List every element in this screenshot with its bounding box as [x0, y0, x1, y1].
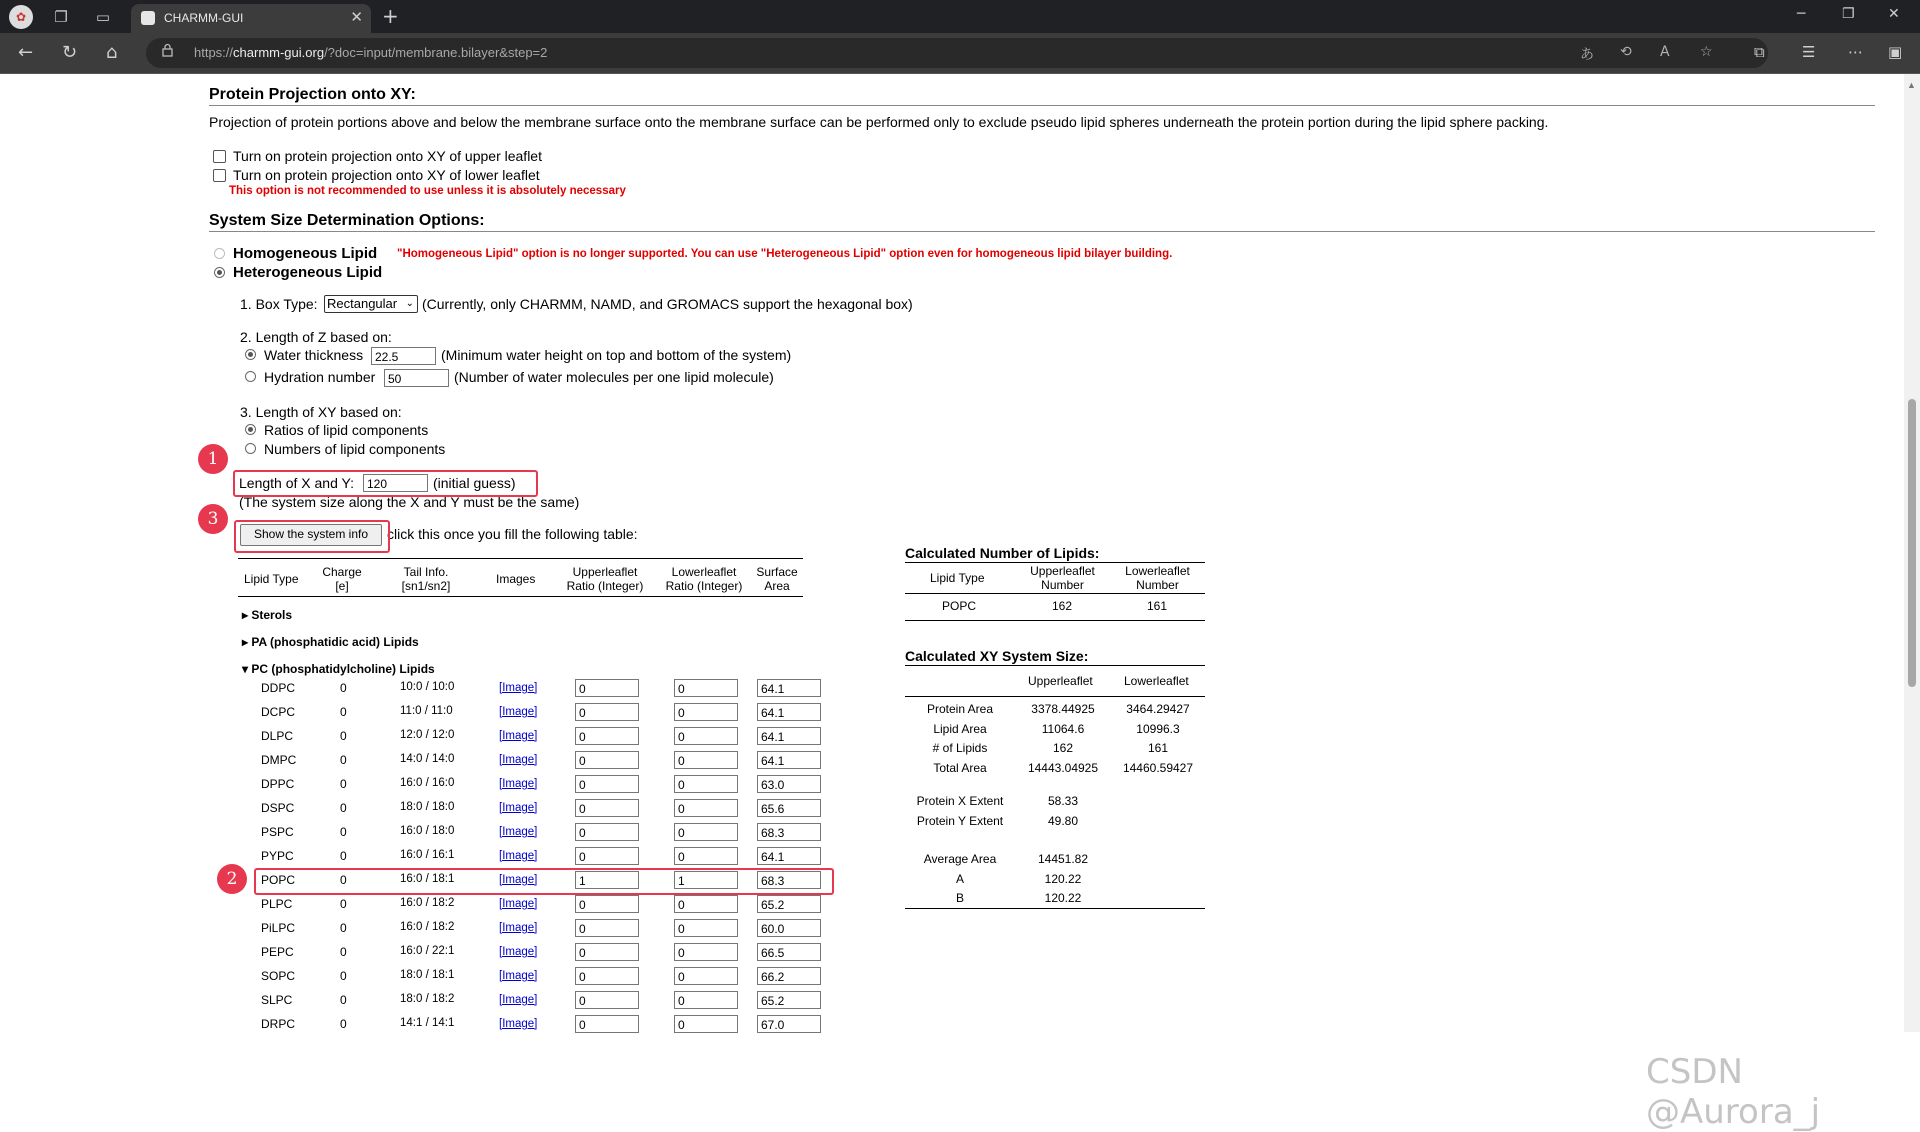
- minimize-icon[interactable]: ─: [1797, 6, 1806, 22]
- lipid-tail-info: 16:0 / 16:1: [400, 849, 455, 861]
- box-type-select[interactable]: Rectangular ⌄: [324, 295, 418, 313]
- xy-same-note: (The system size along the X and Y must be the same): [239, 494, 580, 510]
- lipid-image-link[interactable]: [Image]: [499, 706, 538, 718]
- xy-row-lower: 3464.29427: [1126, 702, 1190, 716]
- group-pa-lipids[interactable]: ▸ PA (phosphatidic acid) Lipids: [242, 635, 419, 649]
- xy-length-label: Length of X and Y:: [239, 475, 354, 491]
- surface-area-input[interactable]: 64.1: [757, 679, 821, 697]
- favorites-icon[interactable]: ☰: [1802, 43, 1816, 61]
- col-tail-info: Tail Info. [sn1/sn2]: [401, 565, 451, 593]
- lipid-tail-info: 16:0 / 18:2: [400, 921, 455, 933]
- box-type-label: 1. Box Type:: [240, 296, 318, 312]
- triangle-right-icon: ▸: [242, 635, 249, 649]
- close-tab-icon[interactable]: ✕: [350, 8, 363, 26]
- lipid-image-link[interactable]: [Image]: [499, 778, 538, 790]
- lipid-charge: 0: [340, 825, 347, 839]
- lipid-tail-info: 16:0 / 16:0: [400, 777, 455, 789]
- lipid-tail-info: 16:0 / 22:1: [400, 945, 455, 957]
- xy-row-lower: 10996.3: [1136, 721, 1180, 736]
- hydration-note: (Number of water molecules per one lipid molecule): [454, 369, 774, 385]
- xy-length-note: (initial guess): [433, 475, 516, 491]
- lipid-tail-info: 14:0 / 14:0: [400, 753, 455, 765]
- calc-xy-col-lower: Lowerleaflet: [1124, 674, 1189, 688]
- upper-ratio-input[interactable]: 0: [575, 919, 639, 937]
- annotation-box-xy-length: [233, 470, 538, 497]
- lipid-tail-info: 18:0 / 18:1: [400, 969, 455, 981]
- surface-area-input[interactable]: 64.1: [757, 727, 821, 745]
- upper-ratio-input[interactable]: 0: [575, 991, 639, 1009]
- xy-length-input[interactable]: 120: [363, 474, 428, 492]
- ratios-radio[interactable]: [245, 424, 256, 435]
- translate-icon[interactable]: あ: [1580, 47, 1594, 63]
- lipid-tail-info: 16:0 / 18:1: [400, 873, 455, 885]
- lower-ratio-input[interactable]: 0: [674, 895, 738, 913]
- lipid-name: DDPC: [261, 681, 296, 695]
- upper-ratio-input[interactable]: 0: [575, 751, 639, 769]
- lipid-tail-info: 11:0 / 11:0: [400, 705, 453, 717]
- calc-col-type: Lipid Type: [930, 571, 985, 585]
- lower-projection-label: Turn on protein projection onto XY of lower leaflet: [233, 167, 540, 183]
- lipid-image-link[interactable]: [Image]: [499, 946, 538, 958]
- lower-ratio-input[interactable]: 0: [674, 991, 738, 1009]
- show-system-info-button[interactable]: Show the system info: [240, 524, 382, 546]
- home-icon[interactable]: ⌂: [106, 42, 118, 63]
- calc-lipids-top-rule: [905, 562, 1205, 563]
- upper-ratio-input[interactable]: 0: [575, 703, 639, 721]
- lower-ratio-input[interactable]: 0: [674, 943, 738, 961]
- average-value: 120.22: [1044, 891, 1082, 905]
- xy-row-lower: 161: [1147, 741, 1169, 755]
- extent-label: Protein Y Extent: [916, 813, 1004, 828]
- projection-heading: Protein Projection onto XY:: [209, 86, 416, 103]
- lipid-charge: 0: [340, 705, 347, 719]
- col-upper-ratio: Upperleaflet Ratio (Integer): [566, 565, 644, 593]
- lipid-tail-info: 18:0 / 18:2: [400, 993, 455, 1005]
- extent-label: Protein X Extent: [916, 794, 1004, 808]
- group-sterols[interactable]: ▸ Sterols: [242, 608, 293, 622]
- surface-area-input[interactable]: 64.1: [757, 751, 821, 769]
- homogeneous-note: "Homogeneous Lipid" option is no longer supported. You can use "Heterogeneous Lipid" option even for homogeneous lipid bilayer building.: [397, 248, 1173, 260]
- lower-ratio-input[interactable]: 0: [674, 751, 738, 769]
- surface-area-input[interactable]: 60.0: [757, 919, 821, 937]
- divider: [209, 231, 1875, 232]
- lower-ratio-input[interactable]: 0: [674, 727, 738, 745]
- z-length-label: 2. Length of Z based on:: [240, 329, 392, 345]
- calc-lipids-header-rule: [905, 593, 1205, 594]
- xy-row-upper: 14443.04925: [1027, 760, 1099, 775]
- lipid-name: DMPC: [261, 753, 297, 767]
- lipid-image-link[interactable]: [Image]: [499, 970, 538, 982]
- triangle-right-icon: ▸: [242, 608, 249, 622]
- address-bar[interactable]: [146, 38, 1768, 68]
- lipid-name: DSPC: [261, 801, 295, 815]
- average-label: B: [955, 891, 964, 905]
- lipid-image-link[interactable]: [Image]: [499, 1018, 538, 1030]
- calc-xy-heading: Calculated XY System Size:: [905, 648, 1089, 664]
- lipid-charge: 0: [340, 777, 347, 791]
- xy-row-upper: 162: [1052, 741, 1074, 755]
- average-label: Average Area: [923, 852, 997, 866]
- lipid-image-link[interactable]: [Image]: [499, 922, 538, 934]
- upper-ratio-input[interactable]: 0: [575, 1015, 639, 1033]
- xy-row-label: Lipid Area: [933, 721, 987, 736]
- extent-value: 49.80: [1047, 813, 1079, 828]
- lower-ratio-input[interactable]: 0: [674, 775, 738, 793]
- lipid-tail-info: 14:1 / 14:1: [400, 1017, 455, 1029]
- back-icon[interactable]: ←: [18, 42, 34, 63]
- page-viewport: [0, 74, 1904, 1132]
- lower-ratio-input[interactable]: 0: [674, 703, 738, 721]
- lipid-image-link[interactable]: [Image]: [499, 754, 538, 766]
- calc-row-upper: 162: [1052, 599, 1073, 613]
- numbers-radio[interactable]: [245, 443, 256, 454]
- surface-area-input[interactable]: 65.6: [757, 799, 821, 817]
- upper-ratio-input[interactable]: 0: [575, 943, 639, 961]
- surface-area-input[interactable]: 68.3: [757, 871, 821, 889]
- lower-ratio-input[interactable]: 0: [674, 967, 738, 985]
- scroll-thumb[interactable]: [1908, 399, 1916, 687]
- triangle-down-icon: ▾: [242, 662, 249, 676]
- lower-ratio-input[interactable]: 0: [674, 1015, 738, 1033]
- tracking-icon[interactable]: ⟲: [1620, 44, 1632, 60]
- projection-description: Projection of protein portions above and below the membrane surface onto the membrane surface can be performed only to exclude pseudo lipid spheres underneath the protein portion during the lipid sphere packing.: [209, 114, 1549, 130]
- surface-area-input[interactable]: 65.2: [757, 895, 821, 913]
- annotation-badge-1: 1: [198, 444, 228, 474]
- table-top-rule: [238, 558, 803, 559]
- favorite-star-icon[interactable]: ☆: [1700, 44, 1713, 60]
- lipid-name: PLPC: [261, 897, 293, 911]
- lipid-charge: 0: [340, 753, 347, 767]
- annotation-badge-2: 2: [217, 864, 247, 894]
- upper-ratio-input[interactable]: 0: [575, 799, 639, 817]
- lipid-name: PSPC: [261, 825, 294, 839]
- lipid-tail-info: 16:0 / 18:2: [400, 897, 455, 909]
- charmm-favicon-icon: [141, 11, 155, 25]
- lock-icon: [162, 44, 173, 56]
- surface-area-input[interactable]: 66.5: [757, 943, 821, 961]
- refresh-icon[interactable]: ↻: [62, 42, 78, 63]
- lipid-name: DPPC: [261, 777, 295, 791]
- col-lower-ratio: Lowerleaflet Ratio (Integer): [665, 565, 743, 593]
- scroll-up-arrow-icon[interactable]: ▲: [1907, 80, 1916, 90]
- new-tab-icon[interactable]: +: [382, 4, 399, 28]
- lipid-tail-info: 12:0 / 12:0: [400, 729, 455, 741]
- divider: [209, 105, 1875, 106]
- lower-ratio-input[interactable]: 0: [674, 823, 738, 841]
- lipid-name: DCPC: [261, 705, 296, 719]
- upper-projection-checkbox[interactable]: [213, 150, 226, 163]
- system-size-heading: System Size Determination Options:: [209, 212, 485, 229]
- hydration-input[interactable]: 50: [384, 369, 449, 387]
- homogeneous-label: Homogeneous Lipid: [233, 245, 378, 262]
- lipid-charge: 0: [340, 801, 347, 815]
- col-images: Images: [496, 572, 536, 586]
- surface-area-input[interactable]: 64.1: [757, 847, 821, 865]
- lipid-charge: 0: [340, 993, 347, 1007]
- lipid-charge: 0: [340, 873, 347, 887]
- lipid-name: SLPC: [261, 993, 293, 1007]
- lipid-image-link[interactable]: [Image]: [499, 730, 538, 742]
- watermark: CSDN @Aurora_j: [1646, 1052, 1821, 1132]
- calc-xy-col-upper: Upperleaflet: [1028, 674, 1093, 688]
- annotation-box-show-info: [234, 520, 390, 553]
- lipid-charge: 0: [340, 897, 347, 911]
- numbers-label: Numbers of lipid components: [264, 441, 446, 457]
- lipid-tail-info: 18:0 / 18:0: [400, 801, 455, 813]
- xy-row-label: Protein Area: [926, 702, 994, 716]
- xy-row-upper: 3378.44925: [1031, 702, 1095, 716]
- calc-col-upper: Upperleaflet Number: [1030, 564, 1095, 592]
- lipid-name: PiLPC: [261, 921, 296, 935]
- water-thickness-label: Water thickness: [264, 347, 364, 363]
- calc-xy-header-rule: [905, 696, 1205, 697]
- lipid-image-link[interactable]: [Image]: [499, 898, 538, 910]
- upper-ratio-input[interactable]: 0: [575, 727, 639, 745]
- lipid-tail-info: 16:0 / 18:0: [400, 825, 455, 837]
- browser-titlebar: [0, 0, 1920, 33]
- lipid-charge: 0: [340, 849, 347, 863]
- lipid-image-link[interactable]: [Image]: [499, 682, 538, 694]
- calc-xy-bottom-rule: [905, 908, 1205, 909]
- lipid-image-link[interactable]: [Image]: [499, 874, 538, 886]
- upper-ratio-input[interactable]: 0: [575, 679, 639, 697]
- lipid-charge: 0: [340, 681, 347, 695]
- upper-ratio-input[interactable]: 0: [575, 775, 639, 793]
- lipid-image-link[interactable]: [Image]: [499, 826, 538, 838]
- lower-projection-checkbox[interactable]: [213, 169, 226, 182]
- upper-projection-label: Turn on protein projection onto XY of upper leaflet: [233, 148, 542, 164]
- col-surface-area: Surface Area: [756, 565, 798, 593]
- col-lipid-type: Lipid Type: [244, 572, 299, 586]
- calc-xy-top-rule: [905, 665, 1205, 666]
- chevron-down-icon: ⌄: [405, 298, 414, 309]
- upper-ratio-input[interactable]: 0: [575, 895, 639, 913]
- col-charge: Charge [e]: [322, 565, 362, 593]
- lipid-image-link[interactable]: [Image]: [499, 802, 538, 814]
- lipid-name: SOPC: [261, 969, 296, 983]
- lower-ratio-input[interactable]: 0: [674, 847, 738, 865]
- xy-row-label: # of Lipids: [932, 741, 988, 755]
- lower-ratio-input[interactable]: 0: [674, 799, 738, 817]
- average-value: 14451.82: [1037, 852, 1089, 866]
- lipid-name: DRPC: [261, 1017, 296, 1031]
- lipid-image-link[interactable]: [Image]: [499, 994, 538, 1006]
- lipid-charge: 0: [340, 969, 347, 983]
- extensions-icon[interactable]: ⧉: [1754, 43, 1765, 61]
- average-label: A: [955, 871, 964, 886]
- show-system-info-note: click this once you fill the following table:: [387, 526, 638, 542]
- surface-area-input[interactable]: 68.3: [757, 823, 821, 841]
- calc-row-type: POPC: [942, 599, 977, 613]
- sidebar-icon[interactable]: ▣: [1888, 43, 1903, 61]
- upper-ratio-input[interactable]: 1: [575, 871, 639, 889]
- tab-charmm-gui[interactable]: [131, 4, 371, 33]
- lipid-name: PEPC: [261, 945, 294, 959]
- surface-area-input[interactable]: 65.2: [757, 991, 821, 1009]
- read-aloud-icon[interactable]: A: [1660, 44, 1670, 60]
- tab-actions-icon[interactable]: ▭: [95, 8, 111, 26]
- calc-lipids-heading: Calculated Number of Lipids:: [905, 545, 1100, 561]
- xy-row-label: Total Area: [933, 760, 987, 775]
- lipid-name: PYPC: [261, 849, 294, 863]
- surface-area-input[interactable]: 66.2: [757, 967, 821, 985]
- xy-length-heading: 3. Length of XY based on:: [240, 404, 402, 420]
- upper-ratio-input[interactable]: 0: [575, 823, 639, 841]
- calc-row-lower: 161: [1147, 599, 1168, 613]
- xy-row-upper: 11064.6: [1041, 721, 1085, 736]
- average-value: 120.22: [1044, 871, 1082, 886]
- lipid-charge: 0: [340, 945, 347, 959]
- lipid-image-link[interactable]: [Image]: [499, 850, 538, 862]
- ratios-label: Ratios of lipid components: [264, 422, 429, 438]
- annotation-badge-3: 3: [198, 504, 228, 534]
- surface-area-input[interactable]: 64.1: [757, 703, 821, 721]
- water-thickness-input[interactable]: 22.5: [371, 347, 436, 365]
- lipid-charge: 0: [340, 921, 347, 935]
- calc-lipids-bottom-rule: [905, 620, 1205, 621]
- surface-area-input[interactable]: 67.0: [757, 1015, 821, 1033]
- lipid-tail-info: 10:0 / 10:0: [400, 681, 455, 693]
- lower-ratio-input[interactable]: 1: [674, 871, 738, 889]
- lipid-charge: 0: [340, 729, 347, 743]
- hydration-label: Hydration number: [264, 369, 376, 385]
- lower-ratio-input[interactable]: 0: [674, 679, 738, 697]
- lower-ratio-input[interactable]: 0: [674, 919, 738, 937]
- lipid-charge: 0: [340, 1017, 347, 1031]
- upper-ratio-input[interactable]: 0: [575, 967, 639, 985]
- upper-ratio-input[interactable]: 0: [575, 847, 639, 865]
- profile-avatar-icon[interactable]: ✿: [9, 5, 33, 29]
- calc-col-lower: Lowerleaflet Number: [1125, 564, 1190, 592]
- projection-warning: This option is not recommended to use unless it is absolutely necessary: [229, 185, 626, 197]
- surface-area-input[interactable]: 63.0: [757, 775, 821, 793]
- heterogeneous-radio[interactable]: [214, 267, 225, 278]
- tab-title: CHARMM-GUI: [164, 11, 244, 25]
- hydration-radio[interactable]: [245, 371, 256, 382]
- page-scrollbar[interactable]: [1904, 74, 1920, 1032]
- homogeneous-radio[interactable]: [214, 248, 225, 259]
- xy-row-lower: 14460.59427: [1122, 760, 1194, 775]
- lipid-name: POPC: [261, 873, 296, 887]
- water-thickness-radio[interactable]: [245, 349, 256, 360]
- water-thickness-note: (Minimum water height on top and bottom of the system): [441, 347, 792, 363]
- box-type-note: (Currently, only CHARMM, NAMD, and GROMACS support the hexagonal box): [422, 296, 913, 312]
- workspaces-icon[interactable]: ❐: [54, 8, 68, 26]
- more-menu-icon[interactable]: ⋯: [1848, 43, 1863, 61]
- lipid-name: DLPC: [261, 729, 294, 743]
- restore-icon[interactable]: ❐: [1842, 6, 1855, 22]
- heterogeneous-label: Heterogeneous Lipid: [233, 264, 383, 281]
- close-window-icon[interactable]: ✕: [1888, 6, 1900, 22]
- table-header-rule: [238, 596, 803, 597]
- extent-value: 58.33: [1047, 794, 1079, 808]
- url-text: https://charmm-gui.org/?doc=input/membrane.bilayer&step=2: [194, 45, 548, 60]
- browser-toolbar: [0, 33, 1920, 74]
- group-pc-lipids[interactable]: ▾ PC (phosphatidylcholine) Lipids: [242, 662, 435, 676]
